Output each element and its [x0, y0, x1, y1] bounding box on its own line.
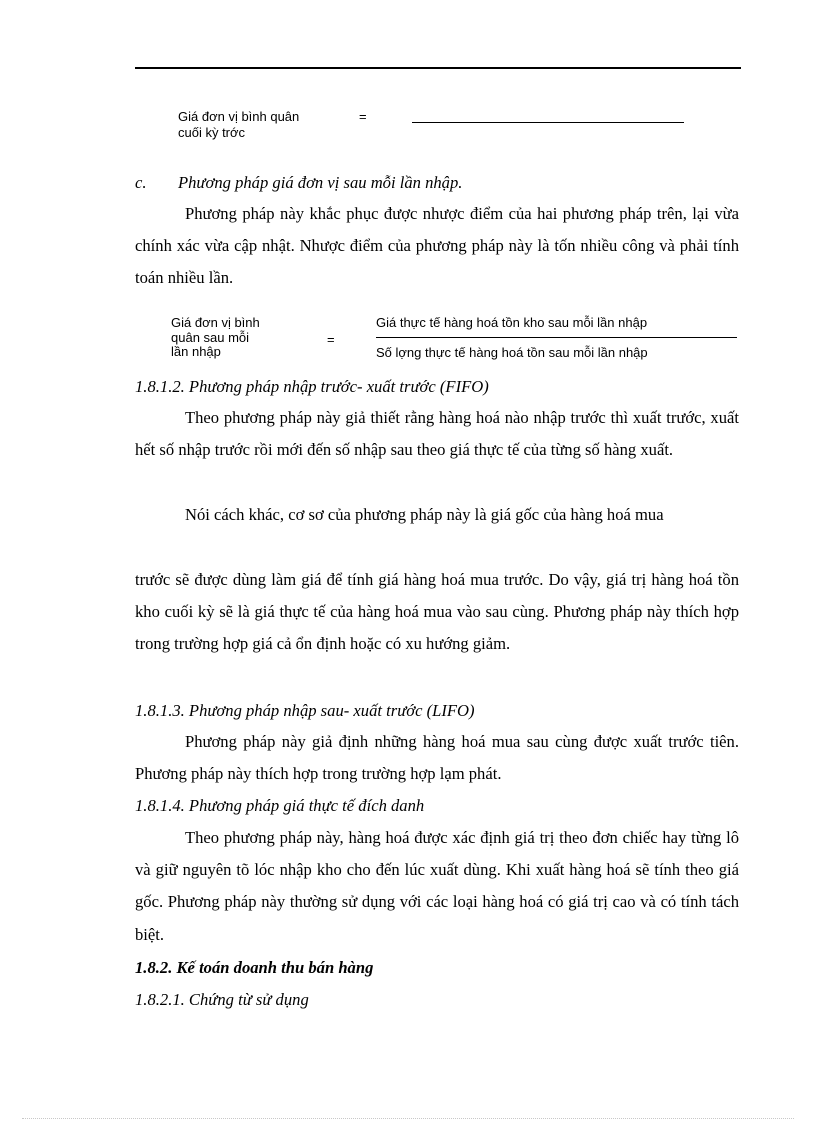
paragraph-c: Phương pháp này khắc phục được nhược điểm của hai phương pháp trên, lại vừa chính xác vừa cập nhật. Nhược điểm của phương pháp này là tốn nhiều công và phải tính toán nhiều lần.	[135, 204, 739, 288]
formula-2-label-line-3: lần nhập	[171, 344, 221, 359]
paragraph-lifo: Phương pháp này giả định những hàng hoá mua sau cùng được xuất trước tiên. Phương pháp này thích hợp trong trường hợp lạm phát.	[135, 732, 739, 784]
formula-1-blank-line	[412, 122, 684, 123]
formula-2-fraction-line	[376, 337, 737, 338]
header-rule	[135, 67, 741, 69]
formula-1-label-line-1: Giá đơn vị bình quân	[178, 109, 300, 124]
heading-docs: 1.8.2.1. Chứng từ sử dụng	[135, 990, 309, 1009]
formula-2-numerator: Giá thực tế hàng hoá tồn kho sau mỗi lần nhập	[376, 315, 648, 330]
paragraph-fifo-2: Nói cách khác, cơ sơ của phương pháp này là giá gốc của hàng hoá mua	[185, 505, 664, 524]
section-c-letter: c.	[135, 173, 147, 192]
page-bottom-border	[22, 1118, 794, 1119]
paragraph-specific: Theo phương pháp này, hàng hoá được xác định giá trị theo đơn chiếc hay từng lô và giữ nguyên tõ lóc nhập kho cho đến lúc xuất dùng. Khi xuất hàng hoá sẽ tính theo giá gốc. Phương pháp này thường sử dụng với các loại hàng hoá có giá trị cao và có tính tách biệt.	[135, 828, 739, 944]
formula-2-equals: =	[327, 332, 335, 347]
heading-revenue: 1.8.2. Kế toán doanh thu bán hàng	[135, 958, 374, 977]
formula-1-label-line-2: cuối kỳ trớc	[178, 125, 246, 140]
formula-1-equals: =	[359, 109, 367, 124]
heading-specific: 1.8.1.4. Phương pháp giá thực tế đích danh	[135, 796, 425, 815]
formula-2-label-line-1: Giá đơn vị bình	[171, 315, 260, 330]
heading-lifo: 1.8.1.3. Phương pháp nhập sau- xuất trước (LIFO)	[135, 701, 475, 720]
formula-2-label-line-2: quân sau mỗi	[171, 330, 250, 345]
paragraph-fifo-1: Theo phương pháp này giả thiết rằng hàng hoá nào nhập trước thì xuất trước, xuất hết số nhập trước rồi mới đến số nhập sau theo giá thực tế của từng số hàng xuất.	[135, 408, 739, 460]
heading-fifo: 1.8.1.2. Phương pháp nhập trước- xuất trước (FIFO)	[135, 377, 489, 396]
section-c-title: Phương pháp giá đơn vị sau mỗi lần nhập.	[178, 173, 463, 192]
paragraph-fifo-3: trước sẽ được dùng làm giá để tính giá hàng hoá mua trước. Do vậy, giá trị hàng hoá tồn kho cuối kỳ sẽ là giá thực tế của hàng hoá mua vào sau cùng. Phương pháp này thích hợp trong trường hợp giá cả ổn định hoặc có xu hướng giảm.	[135, 570, 739, 654]
formula-2-denominator: Số lợng thực tế hàng hoá tồn sau mỗi lần nhập	[376, 345, 648, 360]
